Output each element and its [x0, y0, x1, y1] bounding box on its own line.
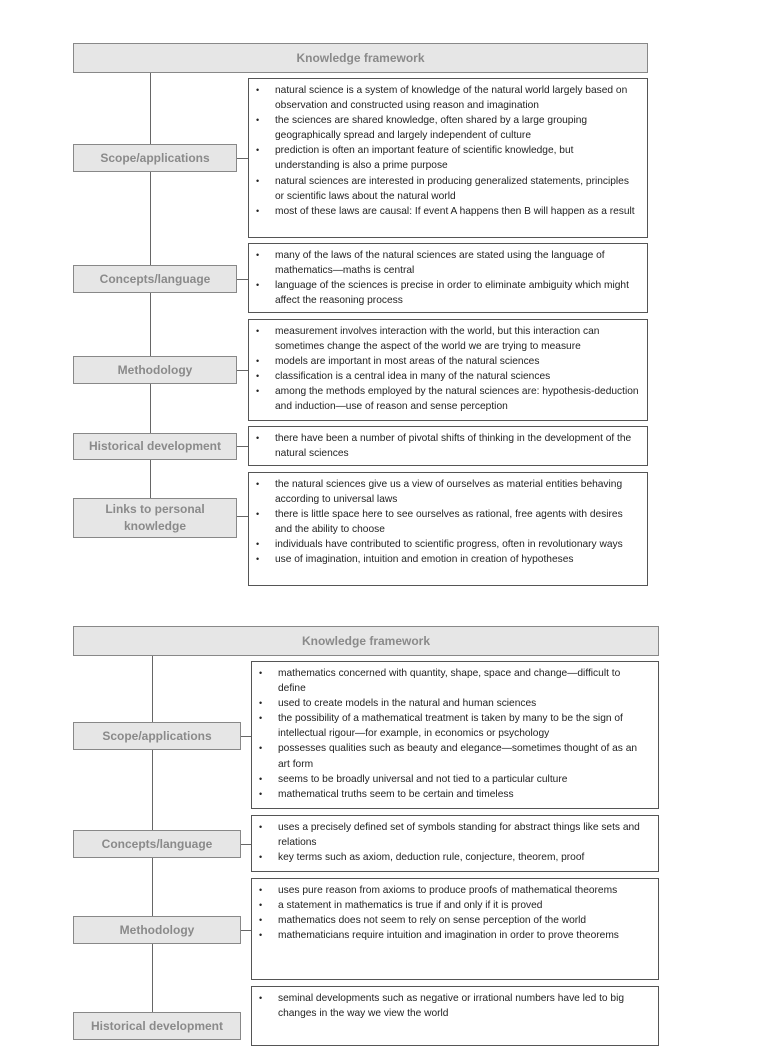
section-content-historical-development [248, 426, 648, 466]
section-label-historical-development: Historical development [73, 1012, 241, 1040]
section-connector [237, 158, 248, 159]
list-item: • most of these laws are causal: If event A happens then B will happen as a result [275, 204, 639, 219]
section-label-concepts-language: Concepts/language [73, 830, 241, 858]
section-connector [237, 279, 248, 280]
list-item: • mathematicians require intuition and imagination in order to prove theorems [278, 928, 650, 943]
list-item: • prediction is often an important feature of scientific knowledge, but understanding is also a prime purpose [275, 143, 639, 173]
list-item: • natural sciences are interested in producing generalized statements, principles or scientific laws about the natural world [275, 174, 639, 204]
framework-header: Knowledge framework [73, 43, 648, 73]
section-label-scope-applications: Scope/applications [73, 144, 237, 172]
section-content-historical-development [251, 986, 659, 1046]
section-connector [241, 736, 251, 737]
list-item: • mathematics does not seem to rely on sense perception of the world [278, 913, 650, 928]
list-item: • the possibility of a mathematical treatment is taken by many to be the sign of intellectual rigour—for example, in economics or psychology [278, 711, 650, 741]
section-connector [241, 844, 251, 845]
section-label-links-to-personal-knowledge: Links to personal knowledge [73, 498, 237, 538]
list-item: • key terms such as axiom, deduction rule, conjecture, theorem, proof [278, 850, 650, 865]
section-label-scope-applications: Scope/applications [73, 722, 241, 750]
list-item: • uses a precisely defined set of symbols standing for abstract things like sets and relations [278, 820, 650, 850]
list-item: • many of the laws of the natural sciences are stated using the language of mathematics—maths is central [275, 248, 639, 278]
section-content-scope-applications [248, 78, 648, 238]
list-item: • mathematical truths seem to be certain and timeless [278, 787, 650, 802]
section-content-concepts-language [248, 243, 648, 313]
list-item: • the natural sciences give us a view of ourselves as material entities behaving according to universal laws [275, 477, 639, 507]
section-content-scope-applications [251, 661, 659, 809]
section-content-concepts-language [251, 815, 659, 872]
list-item: • mathematics concerned with quantity, shape, space and change—difficult to define [278, 666, 650, 696]
list-item: • classification is a central idea in many of the natural sciences [275, 369, 639, 384]
section-connector [237, 370, 248, 371]
list-item: • there have been a number of pivotal shifts of thinking in the development of the natural sciences [275, 431, 639, 461]
list-item: • seminal developments such as negative or irrational numbers have led to big changes in the way we view the world [278, 991, 650, 1021]
list-item: • uses pure reason from axioms to produce proofs of mathematical theorems [278, 883, 650, 898]
list-item: • among the methods employed by the natural sciences are: hypothesis-deduction and induction—use of reason and sense perception [275, 384, 639, 414]
list-item: • natural science is a system of knowledge of the natural world largely based on observation and constructed using reason and imagination [275, 83, 639, 113]
list-item: • use of imagination, intuition and emotion in creation of hypotheses [275, 552, 639, 567]
list-item: • measurement involves interaction with the world, but this interaction can sometimes change the aspect of the world we are trying to measure [275, 324, 639, 354]
section-content-links-to-personal-knowledge [248, 472, 648, 586]
list-item: • there is little space here to see ourselves as rational, free agents with desires and the ability to choose [275, 507, 639, 537]
framework-header: Knowledge framework [73, 626, 659, 656]
section-connector [237, 516, 248, 517]
list-item: • seems to be broadly universal and not tied to a particular culture [278, 772, 650, 787]
list-item: • language of the sciences is precise in order to eliminate ambiguity which might affect the reasoning process [275, 278, 639, 308]
section-connector [237, 446, 248, 447]
list-item: • the sciences are shared knowledge, often shared by a large grouping geographically spread and largely independent of culture [275, 113, 639, 143]
section-label-methodology: Methodology [73, 916, 241, 944]
section-label-historical-development: Historical development [73, 433, 237, 460]
list-item: • models are important in most areas of the natural sciences [275, 354, 639, 369]
list-item: • possesses qualities such as beauty and elegance—sometimes thought of as an art form [278, 741, 650, 771]
section-content-methodology [251, 878, 659, 980]
list-item: • individuals have contributed to scientific progress, often in revolutionary ways [275, 537, 639, 552]
section-connector [241, 930, 251, 931]
list-item: • used to create models in the natural and human sciences [278, 696, 650, 711]
section-content-methodology [248, 319, 648, 421]
section-label-concepts-language: Concepts/language [73, 265, 237, 293]
section-label-methodology: Methodology [73, 356, 237, 384]
list-item: • a statement in mathematics is true if and only if it is proved [278, 898, 650, 913]
